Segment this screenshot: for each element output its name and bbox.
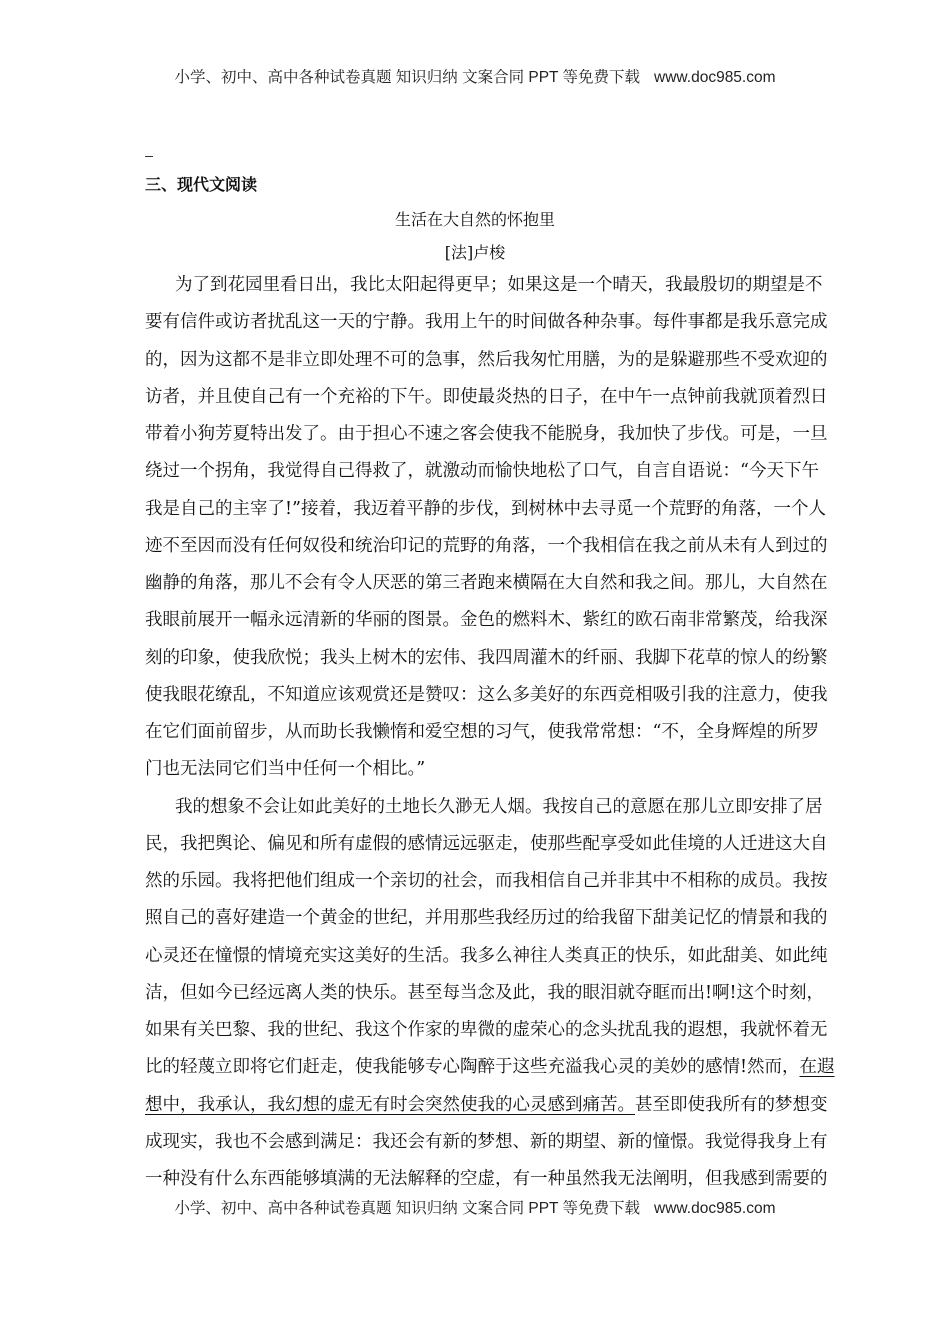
text-segment: 心灵还在憧憬的情境充实这美好的生活。我多么神往人类真正的快乐，如此甜美、如此纯 <box>145 945 828 966</box>
page-header-banner <box>0 65 950 87</box>
text-segment: 洁，但如今已经远离人类的快乐。甚至每当念及此，我的眼泪就夺眶而出!啊!这个时刻， <box>145 982 825 1003</box>
text-segment: 民，我把舆论、偏见和所有虚假的感情远远驱走，使那些配享受如此佳境的人迁进这大自 <box>145 833 828 854</box>
text-segment: 成现实，我也不会感到满足：我还会有新的梦想、新的期望、新的憧憬。我觉得我身上有 <box>145 1131 828 1152</box>
text-line <box>145 458 819 495</box>
text-segment: 如果有关巴黎、我的世纪、我这个作家的卑微的虚荣心的念头扰乱我的遐想，我就怀着无 <box>145 1020 828 1040</box>
text-segment: 照自己的喜好建造一个黄金的世纪，并用那些我经历过的给我留下甜美记忆的情景和我的 <box>145 908 828 929</box>
text-line <box>145 794 823 831</box>
page-footer-banner <box>0 1196 950 1218</box>
text-line <box>145 272 823 309</box>
text-segment: 迹不至因而没有任何奴役和统治印记的荒野的角落，一个我相信在我之前从未有人到过的 <box>145 535 828 556</box>
text-line <box>145 607 828 644</box>
text-line <box>145 905 828 942</box>
text-line <box>145 384 828 421</box>
text-segment: 访者，并且使自己有一个充裕的下午。即使最炎热的日子，在中午一点钟前我就顶着烈日 <box>145 386 828 407</box>
article-title: 生活在大自然的怀抱里 <box>394 210 555 229</box>
text-line <box>145 1017 828 1054</box>
text-segment: 为了到花园里看日出，我比太阳起得更早；如果这是一个晴天，我最殷切的期望是不 <box>175 275 823 295</box>
text-segment: 比的轻蔑立即将它们赶走，使我能够专心陶醉于这些充溢我心灵的美妙的感情!然而， <box>145 1057 800 1078</box>
text-segment: 一种没有什么东西能够填满的无法解释的空虚，有一种虽然我无法阐明，但我感到需要的 <box>145 1169 828 1189</box>
section-heading: 三、现代文阅读 <box>145 175 258 194</box>
text-segment: 门也无法同它们当中任何一个相比。” <box>145 759 426 780</box>
text-line <box>145 421 828 458</box>
text-segment: 带着小狗芳夏特出发了。由于担心不速之客会使我不能脱身，我加快了步伐。可是，一旦 <box>145 424 828 444</box>
text-segment: 绕过一个拐角，我觉得自己得救了，就激动而愉快地松了口气，自言自语说：“今天下午 <box>145 461 819 482</box>
text-line <box>145 496 826 533</box>
text-segment: 要有信件或访者扰乱这一天的宁静。我用上午的时间做各种杂事。每件事都是我乐意完成 <box>145 312 828 333</box>
text-segment: 幽静的角落，那儿不会有令人厌恶的第三者跑来横隔在大自然和我之间。那儿，大自然在 <box>145 573 828 593</box>
text-line <box>145 645 828 682</box>
article-body <box>145 272 835 1203</box>
text-line <box>145 682 828 719</box>
text-line <box>145 1129 828 1166</box>
text-line <box>145 570 828 607</box>
text-line <box>145 756 805 793</box>
text-segment: 在它们面前留步，从而助长我懒惰和爱空想的习气，使我常常想：“不，全身辉煌的所罗 <box>145 722 819 742</box>
text-segment: 我是自己的主宰了!”接着，我迈着平静的步伐，到树林中去寻觅一个荒野的角落，一个人 <box>145 498 826 519</box>
text-segment: 的，因为这都不是非立即处理不可的急事，然后我匆忙用膳，为的是躲避那些不受欢迎的 <box>145 349 828 370</box>
text-line <box>145 1092 828 1129</box>
text-line <box>145 943 828 980</box>
text-segment: 刻的印象，使我欣悦；我头上树木的宏伟、我四周灌木的纤丽、我脚下花草的惊人的纷繁 <box>145 647 828 668</box>
text-segment: 使我眼花缭乱，不知道应该观赏还是赞叹：这么多美好的东西竞相吸引我的注意力，使我 <box>145 684 828 705</box>
footer-url[interactable]: www.doc985.com <box>654 1200 776 1217</box>
text-segment: 我眼前展开一幅永远清新的华丽的图景。金色的燃料木、紫红的欧石南非常繁茂，给我深 <box>145 610 828 631</box>
stray-dash-mark <box>145 156 153 157</box>
footer-text: 小学、初中、高中各种试卷真题 知识归纳 文案合同 PPT 等免费下载 <box>174 1200 641 1217</box>
text-line <box>145 831 828 868</box>
text-line <box>145 868 828 905</box>
header-url[interactable]: www.doc985.com <box>654 69 776 86</box>
text-line <box>145 347 828 384</box>
underlined-sentence: 在遐 <box>799 1057 835 1078</box>
text-segment: 我的想象不会让如此美好的土地长久渺无人烟。我按自己的意愿在那儿立即安排了居 <box>175 796 823 817</box>
header-text: 小学、初中、高中各种试卷真题 知识归纳 文案合同 PPT 等免费下载 <box>174 69 641 86</box>
text-segment: 然的乐园。我将把他们组成一个亲切的社会，而我相信自己并非其中不相称的成员。我按 <box>145 871 828 891</box>
underlined-sentence: 想中，我承认，我幻想的虚无有时会突然使我的心灵感到痛苦。 <box>145 1094 635 1115</box>
text-line <box>145 980 825 1017</box>
text-segment: 甚至即使我所有的梦想变 <box>635 1094 828 1115</box>
text-line <box>145 719 819 756</box>
article-author: [法]卢梭 <box>444 243 506 262</box>
text-line <box>145 1054 835 1091</box>
text-line <box>145 309 828 346</box>
text-line <box>145 533 828 570</box>
